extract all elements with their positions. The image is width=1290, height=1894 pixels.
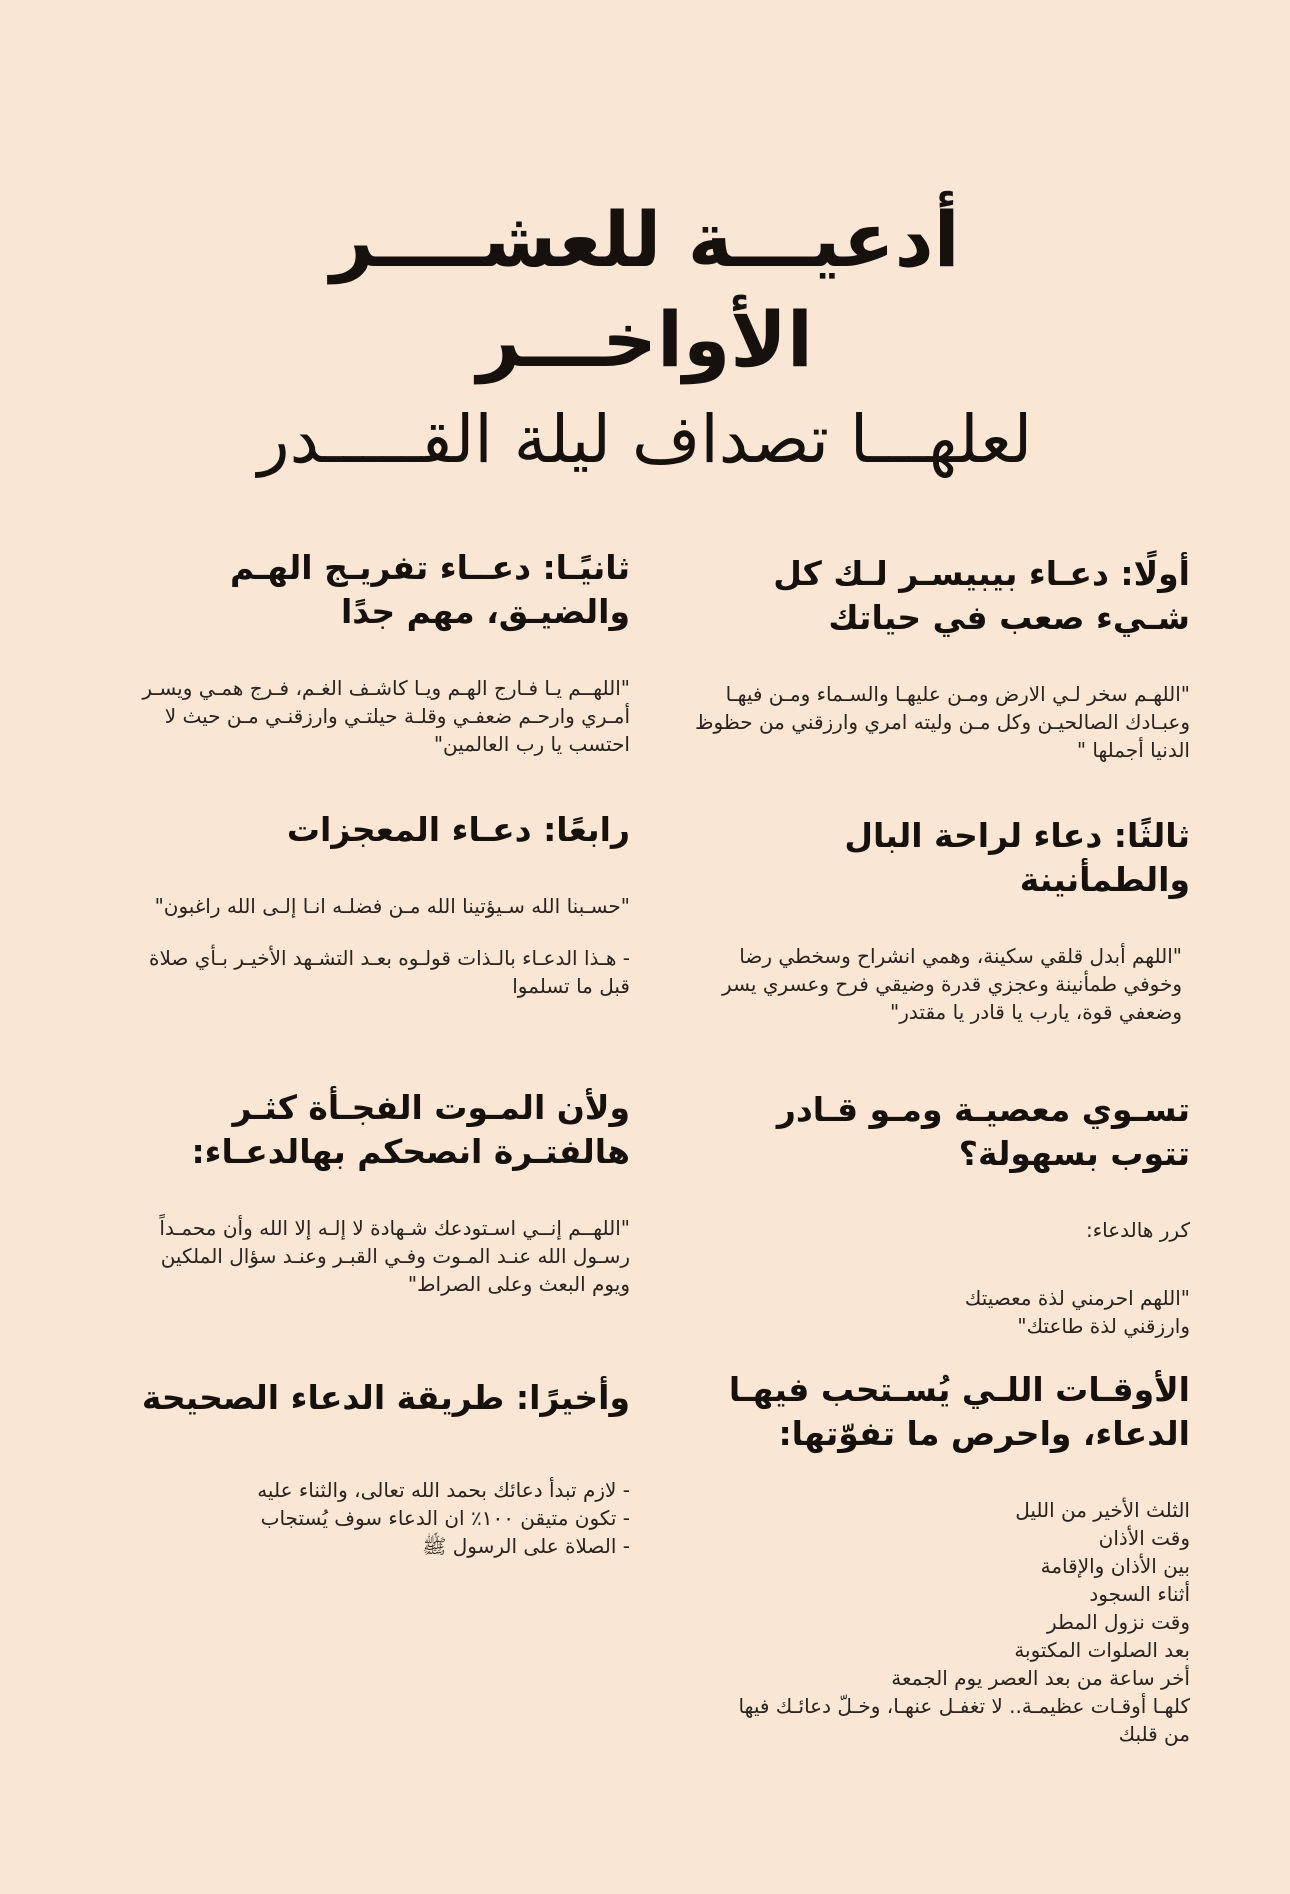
list-item: - الصلاة على الرسول ﷺ [130, 1532, 630, 1560]
title-block [190, 190, 1100, 486]
section-death [130, 1086, 630, 1298]
section-times [690, 1368, 1190, 1748]
section-text: "اللهـم سخر لـي الارض ومـن عليهـا والسـماء ومـن فيهـا وعبـادك الصالحيـن وكل مـن وليته امري وارزقني من حظوظ الدنيا أجملها " [695, 682, 1190, 762]
list-item: كلهـا أوقـات عظيمـة.. لا تغفـل عنهـا، وخـلّ دعائـك فيها من قلبك [738, 1694, 1190, 1746]
times-list [690, 1496, 1190, 1748]
list-item: الثلث الأخير من الليل [1015, 1498, 1190, 1522]
section-heading: وأخيرًا: طريقة الدعاء الصحيحة [141, 1378, 630, 1417]
list-item: وقت نزول المطر [1046, 1610, 1190, 1634]
list-item: - لازم تبدأ دعائك بحمد الله تعالى، والثناء عليه [130, 1476, 630, 1504]
section-heading: تسـوي معصيـة ومـو قـادر تتوب بسهولة؟ [776, 1090, 1190, 1173]
section-text: "اللهــم يـا فـارج الهـم ويـا كاشـف الغـم، فـرج همـي ويسـر أمـري وارحـم ضعفـي وقلـة حيلتـي وارزقنـي مـن حيث لا احتسب يا رب العالمين" [142, 676, 630, 756]
list-item: وقت الأذان [1098, 1526, 1190, 1550]
section-heading: ولأن المـوت الفجـأة كثـر هالفتـرة انصحكم بهالدعـاء: [191, 1088, 630, 1171]
list-item: أخر ساعة من بعد العصر يوم الجمعة [891, 1666, 1190, 1690]
main-title: أدعيـــة للعشــــر الأواخـــر [330, 195, 960, 384]
section-heading: ثالثًا: دعاء لراحة البال والطمأنينة [844, 816, 1190, 899]
list-item: - تكون متيقن ١٠٠٪ ان الدعاء سوف يُستجاب [130, 1504, 630, 1532]
section-fourth [130, 808, 630, 1000]
section-third [690, 814, 1190, 1026]
section-heading: أولًا: دعـاء بيبيسـر لـك كل شـيء صعب في حياتك [773, 554, 1190, 637]
section-sin [690, 1088, 1190, 1340]
section-text: "حسـبنا الله سـيؤتينا الله مـن فضلـه انـا إلـى الله راغبون" [154, 894, 630, 918]
method-list [130, 1476, 630, 1560]
section-heading: الأوقـات اللـي يُسـتحب فيهـا الدعاء، واحرص ما تفوّتها: [728, 1370, 1190, 1453]
section-method [130, 1376, 630, 1560]
section-heading: رابعًا: دعـاء المعجزات [286, 810, 630, 849]
section-intro: كرر هالدعاء: [1086, 1218, 1190, 1242]
section-text: "اللهم احرمني لذة معصيتك وارزقني لذة طاعتك" [964, 1286, 1190, 1338]
section-first [690, 552, 1190, 764]
section-second [130, 546, 630, 758]
section-text: "اللهم أبدل قلقي سكينة، وهمي انشراح وسخطي رضا وخوفي طمأنينة وعجزي قدرة وضيقي فرح وعسري يسر وضعفي قوة، يارب يا قادر يا مقتدر" [722, 944, 1182, 1024]
list-item: بين الأذان والإقامة [1040, 1554, 1190, 1578]
section-note: - هـذا الدعـاء بالـذات قولـوه بعـد التشـهد الأخيـر بـأي صلاة قبل ما تسلموا [149, 946, 630, 998]
section-heading: ثانيًـا: دعــاء تفريـج الهـم والضيـق، مهم جدًا [229, 548, 630, 631]
list-item: أثناء السجود [1089, 1582, 1190, 1606]
list-item: بعد الصلوات المكتوبة [1014, 1638, 1190, 1662]
sub-title: لعلهـــا تصداف ليلة القـــــدر [257, 401, 1033, 478]
section-text: "اللهــم إنــي اسـتودعك شـهادة لا إلـه إلا الله وأن محمـداً رسـول الله عنـد المـوت وفـي القبـر وعنـد سؤال الملكين ويوم البعث وعلى الصراط" [159, 1216, 630, 1296]
